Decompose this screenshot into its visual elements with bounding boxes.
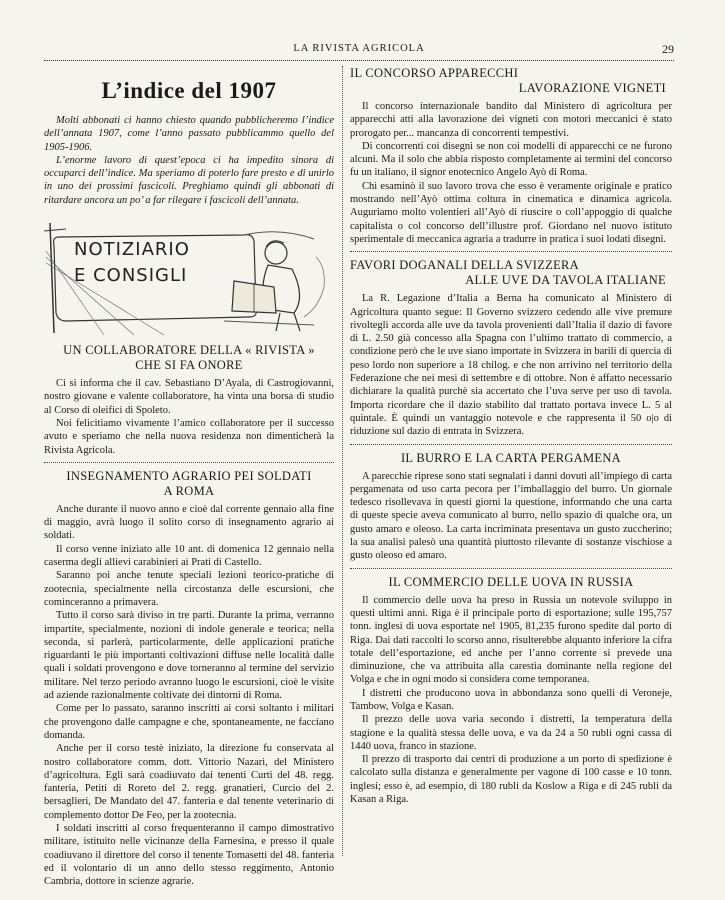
concorso-paragraph-1: Il concorso internazionale bandito dal Ministero di agricoltura per apparecchi atti alla lavorazione dei vigneti con motori meccanici è stato prorogato per... mancanza di concorrenti tempestivi. xyxy=(350,101,672,139)
page-number: 29 xyxy=(662,42,674,56)
concorso-title-line-1: IL CONCORSO APPARECCHI xyxy=(350,66,519,80)
caption-line-2: E CONSIGLI xyxy=(74,265,188,287)
insegnamento-paragraph-3: Saranno poi anche tenute speciali lezioni teorico-pratiche di zootecnia, specialmente nella circostanza delle escursioni, che cominceranno a primavera. xyxy=(44,570,334,608)
caption-line-1: NOTIZIARIO xyxy=(74,239,190,261)
uova-paragraph-4: Il prezzo di trasporto dai centri di produzione a un porto di spedizione è calcolato sulla distanza e generalmente per vagone di 100 casse e 10 tonn. inglesi; esso è, ad esempio, di 180 rubli da Koslow a Riga e di 245 rubli da Kasan a Riga. xyxy=(350,754,672,806)
svizzera-heading xyxy=(350,258,672,288)
indice-title: L’indice del 1907 xyxy=(101,78,277,103)
page-header xyxy=(44,40,674,60)
concorso-paragraph-2: Di concorrenti coi disegni se non coi modelli di apparecchi ce ne furono alcuni. Ma il solo che abbia risposto completamente ai termini del concorso fu un italiano, il signor enotecnico Angelo Ayò di Roma. xyxy=(350,140,672,179)
insegnamento-paragraph-5: Come per lo passato, saranno inscritti ai corsi soltanto i militari che provengono dalle campagne e che, spontaneamente, ne facciano domanda. xyxy=(44,703,334,741)
burro-heading: IL BURRO E LA CARTA PERGAMENA xyxy=(400,450,622,465)
uova-paragraph-2: I distretti che producono uova in abbondanza sono quelli di Veroneje, Tambow, Volga e Kasan. xyxy=(350,687,672,712)
insegnamento-paragraph-2: Il corso venne iniziato alle 10 ant. di domenica 12 gennaio nella caserma degli allievi carabinieri ai Prati di Castello. xyxy=(44,543,334,569)
insegnamento-paragraph-1: Anche durante il nuovo anno e cioè dal corrente gennaio alla fine di maggio, avrà luogo il solito corso di insegnamento agrario ai soldati. xyxy=(44,503,334,542)
collaboratore-paragraph-1: Ci si informa che il cav. Sebastiano D’Ayala, di Castrogiovanni, nostro giovane e valente collaboratore, ha vinta una borsa di studio al Corso di oleifici di Spoleto. xyxy=(44,378,334,416)
section-separator xyxy=(350,251,672,252)
indice-paragraph-2: L’enorme lavoro di quest’epoca ci ha impedito sinora di occuparci dell’indice. Ma speriamo di poterlo fare presto e di unirlo in uno dei prossimi fascicoli. Preghiamo quindi gli abbonati di ritardare ancora un po’ a far rilegare i fascicoli dell’annata. xyxy=(44,154,334,206)
svizzera-title-line-2: ALLE UVE DA TAVOLA ITALIANE xyxy=(465,273,666,288)
notiziario-caption xyxy=(74,237,224,289)
section-separator xyxy=(44,462,334,463)
notiziario-illustration xyxy=(44,217,334,335)
uova-paragraph-1: Il commercio delle uova ha preso in Russia un notevole sviluppo in questi ultimi anni. Riga è il principale porto di esportazione; sulle 195,757 tonn. inglesi di uova esportate nel 1905, 81,235 furono spedite dal porto di Riga. Dai dati raccolti lo scorso anno, risulterebbe alquanto inferiore la cifra totale dell’esportazione, ed anche per l’anno corrente si prevede una diminuzione, che va attribuita alla carestia dominante nella regione del Volga e che in ogni modo si considera come temporanea. xyxy=(350,594,672,686)
insegnamento-paragraph-6: Anche per il corso testè iniziato, la direzione fu conservata al nostro collaboratore comm. dott. Vittorio Nazari, del Ministero d’agricoltura. Egli sarà coadiuvato dai tenenti Curti del 48. regg. fanteria, Petiti di Roreto del 2. regg. granatieri, Curcio del 2. bersaglieri, De Mandato del 47. fanteria e dal tenente veterinario di complemento dottor De Feo, per la zootecnia. xyxy=(44,743,334,821)
insegnamento-paragraph-7: I soldati inscritti al corso frequenteranno il campo dimostrativo militare, istituito nelle vicinanze della Farnesina, e presso il quale coadiuvano il direttore del corso il tenente Tomasetti del 48. fanteria ed il volontario di un anno dello stesso reggimento, Antonio Cambria, dottore in scienze agrarie. xyxy=(44,822,334,888)
concorso-title-line-2: LAVORAZIONE VIGNETI xyxy=(518,81,666,95)
left-column xyxy=(44,66,334,888)
insegnamento-title-line-1: INSEGNAMENTO AGRARIO PEI SOLDATI xyxy=(66,468,312,483)
insegnamento-title-line-2: A ROMA xyxy=(163,483,215,498)
collaboratore-title-line-2: CHE SI FA ONORE xyxy=(135,358,243,373)
uova-paragraph-3: Il prezzo delle uova varia secondo i distretti, la temperatura della stagione e la qualità stessa delle uova, e va da 24 a 50 rubli ogni cassa di 1440 uova, franco in stazione. xyxy=(350,714,672,752)
collaboratore-paragraph-2: Noi felicitiamo vivamente l’amico collaboratore per il successo avuto e speriamo che nella nuova residenza non dimenticherà la Rivista Agricola. xyxy=(44,417,334,456)
indice-paragraph-1: Molti abbonati ci hanno chiesto quando pubblicheremo l’indice dell’annata 1907, come l’anno passato pubblicammo quello del 1905-1906. xyxy=(44,115,334,153)
svizzera-title-line-1: FAVORI DOGANALI DELLA SVIZZERA xyxy=(350,258,580,273)
collaboratore-title-line-1: UN COLLABORATORE DELLA « RIVISTA » xyxy=(63,343,315,358)
burro-paragraph-1: A parecchie riprese sono stati segnalati i danni dovuti all’impiego di carta pergamenata od uso carta pecora per l’imballaggio del burro. Un giornale tedesco risollevava in questi giorni la questione, informando che una carta di queste specie aveva comunicato al burro, nello spazio di qualche ora, un gusto amaro e oleoso. La carta incriminata presentava un gusto zuccherino; la sua analisi palesò una quantità piuttosto rilevante di sostanze vischiose a gusto oleoso ed amaro. xyxy=(350,470,672,562)
header-rule xyxy=(44,60,674,61)
svizzera-paragraph-1: La R. Legazione d’Italia a Berna ha comunicato al Ministero di Agricoltura quanto segue: Il Governo svizzero cedendo alle vive premure rivoltegli accorda alle uve da tavola provenienti dall’Italia il dazio di favore di L. 2.50 già concesso alla Spagna con l’ultimo trattato di commercio, a condizione però che le uve siano importate in Svizzera in barili di quercia di peso lordo non superiore a 18 chilog. e che non arrivino nel territorio della Federazione che nei mesi di settembre e di ottobre. Non è affatto necessario dichiarare la qualità purchè sia accertato che l’uva serve per uso di tavola. Importa ricordare che il dazio stabilito dal trattato portava invece L. 5 al quintale. È quindi un vantaggio notevole e che rappresenta il 50 o|o di riduzione sul dazio di entrata in Svizzera. xyxy=(350,293,672,438)
concorso-paragraph-3: Chi esaminò il suo lavoro trova che esso è veramente originale e pratico mostrando nell’Ayò ottima coltura in cinematica e dinamica agricola. Auguriamo molto volentieri all’Ayò di riuscire o coll’appoggio di qualche capitalista o col concorso dell’illustre prof. Giordano nel nuovo istituto sperimentale di meccanica agraria a tradurre in pratica i suoi lodati disegni. xyxy=(350,180,672,245)
insegnamento-heading xyxy=(44,469,334,499)
section-separator xyxy=(350,568,672,569)
right-column xyxy=(350,66,672,806)
section-separator xyxy=(350,444,672,445)
concorso-heading xyxy=(350,66,672,96)
collaboratore-heading xyxy=(44,343,334,373)
column-divider xyxy=(342,66,343,856)
uova-heading: IL COMMERCIO DELLE UOVA IN RUSSIA xyxy=(388,574,634,589)
insegnamento-paragraph-4: Tutto il corso sarà diviso in tre parti. Durante la prima, verranno impartite, specialmente, nozioni di indole generale e teorica; nella seconda, si parlerà, particolarmente, delle applicazioni pratiche riguardanti le più importanti coltivazioni diffuse nelle località dalle quali i soldati provengono e dove torneranno al termine del servizio militare. Nel terzo periodo avranno luogo le escursioni, cioè le visite ad aziende razionalmente coltivate dei dintorni di Roma. xyxy=(44,610,334,702)
running-title: LA RIVISTA AGRICOLA xyxy=(293,43,425,54)
